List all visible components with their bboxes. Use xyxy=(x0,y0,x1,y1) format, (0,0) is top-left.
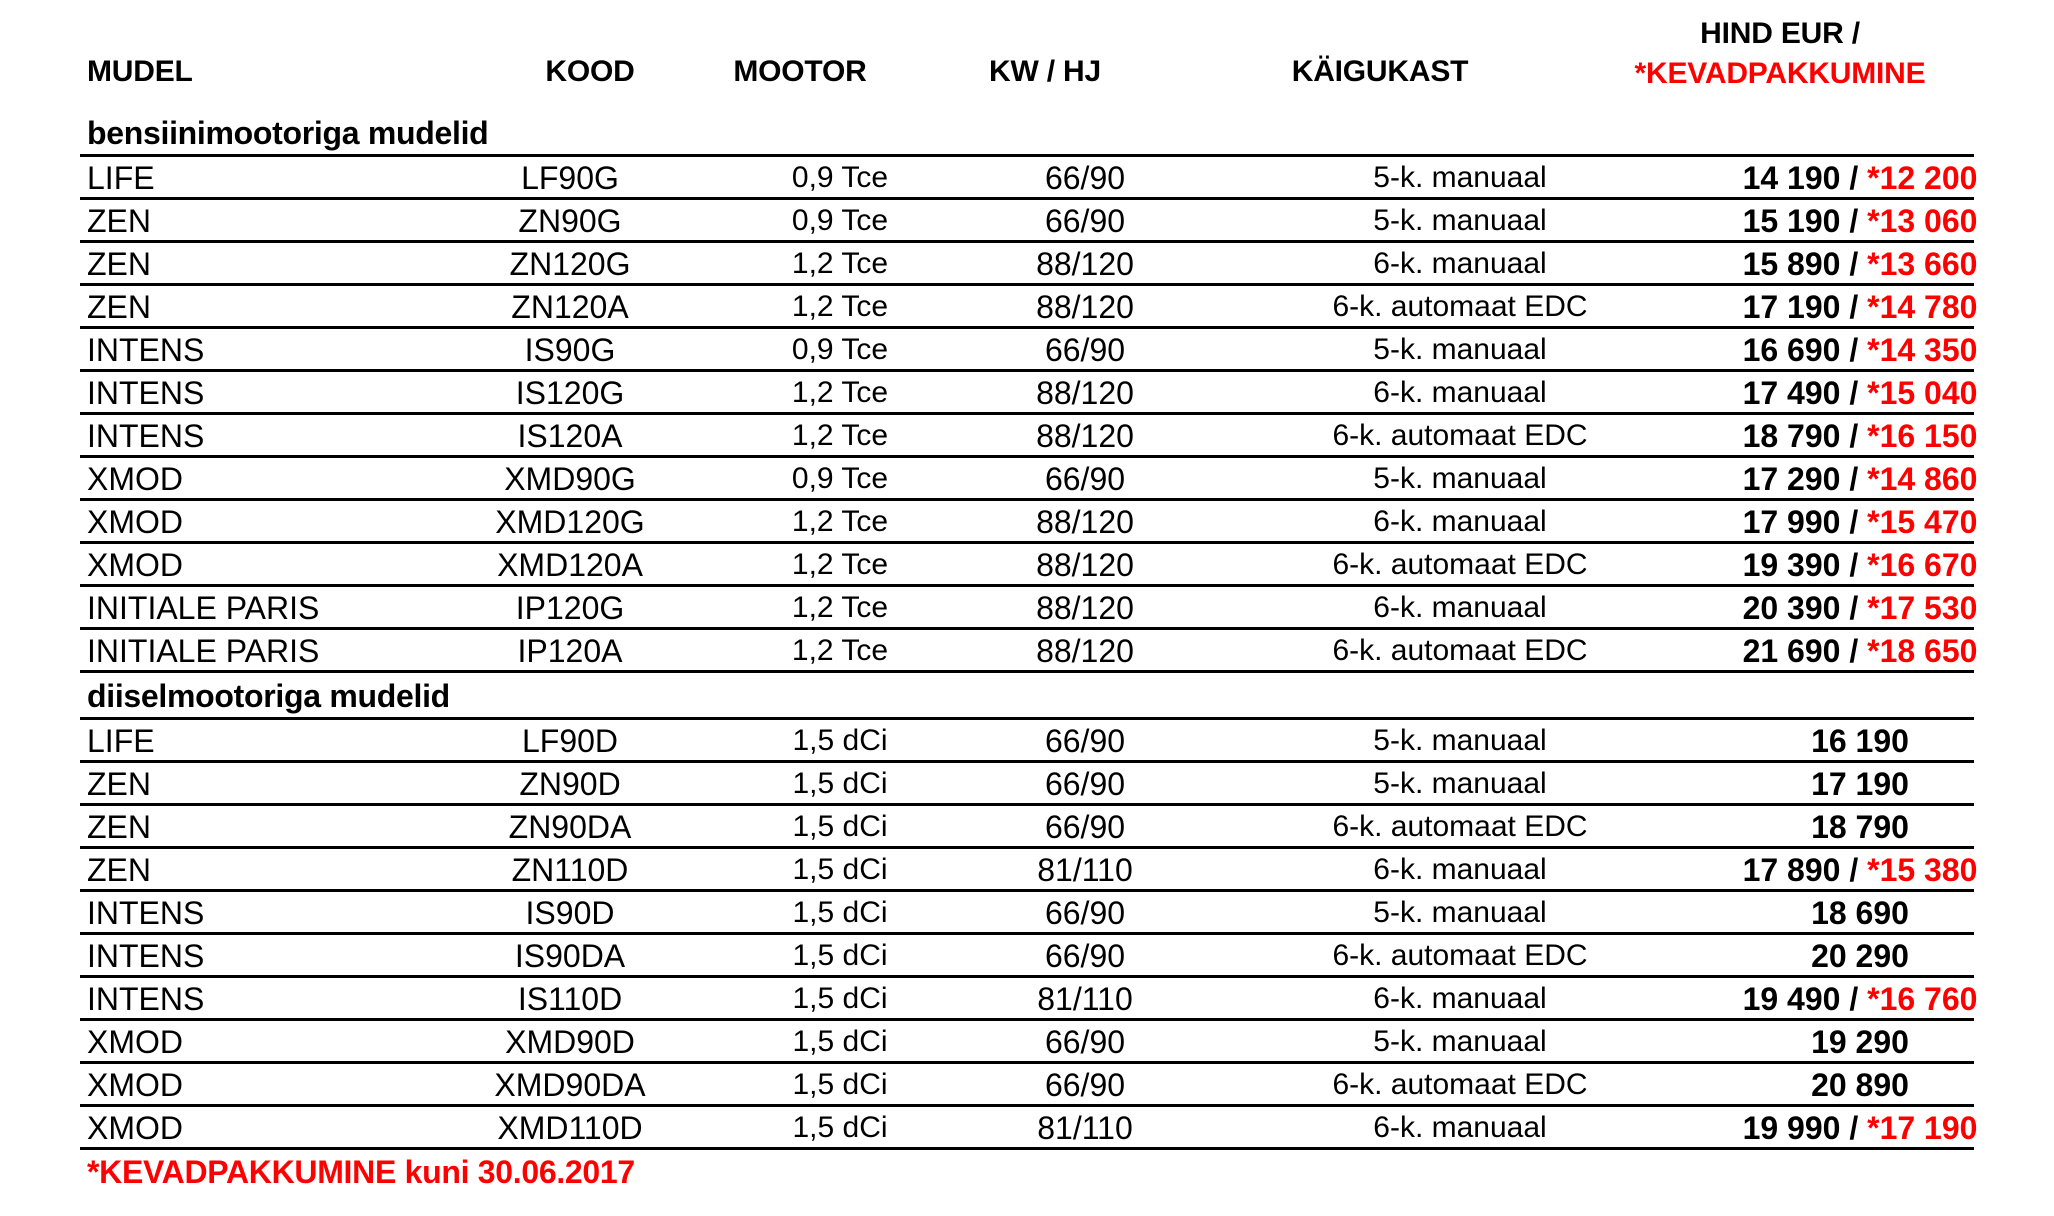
cell-hind xyxy=(1580,329,2054,371)
cell-mudel: INTENS xyxy=(87,332,205,368)
cell-kood: ZN110D xyxy=(511,852,629,888)
cell-mudel: INTENS xyxy=(87,981,205,1017)
price-separator: / xyxy=(1840,504,1868,540)
price-separator: / xyxy=(1840,375,1868,411)
price-value: 16 190 xyxy=(1811,723,1909,759)
table-row xyxy=(80,849,1978,892)
table-row xyxy=(80,630,1978,673)
offer-price-value: *13 660 xyxy=(1867,246,1978,282)
table-row xyxy=(80,978,1978,1021)
offer-price-value: *12 200 xyxy=(1867,160,1978,196)
table-row xyxy=(80,720,1974,763)
cell-hind xyxy=(1580,200,2054,242)
cell-kaigukast: 5-k. manuaal xyxy=(1373,896,1547,929)
cell-kaigukast: 6-k. manuaal xyxy=(1373,982,1547,1015)
cell-kood: XMD120A xyxy=(497,547,643,583)
cell-kaigukast: 6-k. automaat EDC xyxy=(1332,548,1588,581)
cell-mootor: 1,2 Tce xyxy=(791,505,889,538)
cell-mudel: INITIALE PARIS xyxy=(87,633,320,669)
cell-mudel: XMOD xyxy=(87,1024,183,1060)
price-value: 16 690 xyxy=(1742,332,1841,368)
cell-kw-hj: 66/90 xyxy=(1044,160,1126,196)
price-separator: / xyxy=(1840,461,1868,497)
offer-price-value: *16 760 xyxy=(1867,981,1978,1017)
cell-kw-hj: 66/90 xyxy=(1044,766,1126,802)
cell-kood: IP120A xyxy=(517,633,623,669)
price-value: 17 190 xyxy=(1742,289,1841,325)
cell-mudel: ZEN xyxy=(87,852,151,888)
cell-mudel: ZEN xyxy=(87,203,151,239)
table-row xyxy=(80,892,1974,935)
cell-kaigukast: 5-k. manuaal xyxy=(1373,1025,1547,1058)
cell-mudel: INTENS xyxy=(87,418,205,454)
price-value: 21 690 xyxy=(1742,633,1841,669)
price-separator: / xyxy=(1840,160,1868,196)
cell-kw-hj: 66/90 xyxy=(1044,938,1126,974)
header-kaigukast: KÄIGUKAST xyxy=(1291,55,1469,88)
cell-hind xyxy=(1580,630,2054,672)
table-row xyxy=(80,200,1978,243)
cell-mudel: INTENS xyxy=(87,375,205,411)
offer-price-value: *16 670 xyxy=(1867,547,1978,583)
cell-kw-hj: 66/90 xyxy=(1044,723,1126,759)
cell-hind xyxy=(1580,806,2054,848)
table-row xyxy=(80,1107,1978,1150)
table-row xyxy=(80,1064,1974,1107)
cell-mootor: 0,9 Tce xyxy=(791,204,889,237)
cell-mudel: XMOD xyxy=(87,547,183,583)
cell-kaigukast: 6-k. manuaal xyxy=(1373,505,1547,538)
price-value: 20 890 xyxy=(1811,1067,1909,1103)
cell-hind xyxy=(1580,1064,2054,1106)
offer-price-value: *17 530 xyxy=(1867,590,1978,626)
cell-hind xyxy=(1580,587,2054,629)
cell-mootor: 1,5 dCi xyxy=(792,982,888,1015)
cell-mudel: LIFE xyxy=(87,723,155,759)
offer-price-value: *18 650 xyxy=(1867,633,1978,669)
cell-hind xyxy=(1580,458,2054,500)
price-value: 19 990 xyxy=(1742,1110,1841,1146)
cell-kood: IS110D xyxy=(517,981,623,1017)
price-value: 18 790 xyxy=(1811,809,1909,845)
cell-kood: IS120A xyxy=(517,418,623,454)
price-value: 17 890 xyxy=(1742,852,1841,888)
cell-kaigukast: 6-k. automaat EDC xyxy=(1332,939,1588,972)
price-separator: / xyxy=(1840,203,1868,239)
cell-mootor: 1,5 dCi xyxy=(792,896,888,929)
table-row xyxy=(80,587,1978,630)
cell-kw-hj: 88/120 xyxy=(1036,633,1134,669)
price-value: 19 390 xyxy=(1742,547,1841,583)
cell-kw-hj: 88/120 xyxy=(1036,504,1134,540)
price-separator: / xyxy=(1840,246,1868,282)
cell-kw-hj: 81/110 xyxy=(1037,981,1133,1017)
cell-hind xyxy=(1580,892,2054,934)
price-table xyxy=(80,110,1978,1194)
cell-kood: XMD90DA xyxy=(494,1067,646,1103)
cell-mudel: ZEN xyxy=(87,246,151,282)
price-separator: / xyxy=(1840,590,1868,626)
cell-kw-hj: 66/90 xyxy=(1044,332,1126,368)
cell-mootor: 1,5 dCi xyxy=(792,810,888,843)
price-separator: / xyxy=(1840,633,1868,669)
price-separator: / xyxy=(1840,1110,1868,1146)
price-value: 17 290 xyxy=(1742,461,1841,497)
cell-mootor: 1,5 dCi xyxy=(792,1068,888,1101)
cell-kood: LF90G xyxy=(521,160,619,196)
cell-hind xyxy=(1580,1021,2054,1063)
price-separator: / xyxy=(1840,418,1868,454)
table-row xyxy=(80,1021,1974,1064)
table-row xyxy=(80,806,1974,849)
cell-kw-hj: 66/90 xyxy=(1044,895,1126,931)
header-hind-line1: HIND EUR / xyxy=(1700,17,1860,50)
table-row xyxy=(80,415,1978,458)
price-value: 17 490 xyxy=(1742,375,1841,411)
cell-kood: XMD110D xyxy=(497,1110,643,1146)
cell-mootor: 1,2 Tce xyxy=(791,290,889,323)
section-title: diiselmootoriga mudelid xyxy=(80,673,1974,720)
cell-hind xyxy=(1580,372,2054,414)
price-value: 15 190 xyxy=(1742,203,1841,239)
cell-kood: ZN90DA xyxy=(508,809,632,845)
cell-kaigukast: 5-k. manuaal xyxy=(1373,462,1547,495)
cell-mudel: XMOD xyxy=(87,504,183,540)
cell-mudel: INITIALE PARIS xyxy=(87,590,320,626)
header-kood: KOOD xyxy=(545,55,635,88)
cell-kaigukast: 6-k. automaat EDC xyxy=(1332,290,1588,323)
cell-kw-hj: 66/90 xyxy=(1044,1067,1126,1103)
cell-kw-hj: 81/110 xyxy=(1037,1110,1133,1146)
table-row xyxy=(80,286,1978,329)
cell-kw-hj: 88/120 xyxy=(1036,547,1134,583)
price-separator: / xyxy=(1840,332,1868,368)
cell-kood: ZN120G xyxy=(509,246,631,282)
cell-kood: XMD90G xyxy=(504,461,636,497)
cell-kaigukast: 6-k. manuaal xyxy=(1373,853,1547,886)
cell-hind xyxy=(1580,935,2054,977)
cell-kood: ZN90G xyxy=(518,203,622,239)
cell-mudel: ZEN xyxy=(87,809,151,845)
cell-kaigukast: 6-k. automaat EDC xyxy=(1332,634,1588,667)
cell-kw-hj: 88/120 xyxy=(1036,375,1134,411)
cell-mudel: INTENS xyxy=(87,895,205,931)
cell-mootor: 1,2 Tce xyxy=(791,376,889,409)
offer-price-value: *16 150 xyxy=(1867,418,1978,454)
cell-mudel: XMOD xyxy=(87,1067,183,1103)
cell-kw-hj: 81/110 xyxy=(1037,852,1133,888)
footnote: *KEVADPAKKUMINE kuni 30.06.2017 xyxy=(87,1154,635,1190)
header-hind xyxy=(1580,14,1980,94)
offer-price-value: *14 780 xyxy=(1867,289,1978,325)
price-separator: / xyxy=(1840,852,1868,888)
cell-kw-hj: 66/90 xyxy=(1044,809,1126,845)
cell-kood: ZN120A xyxy=(511,289,629,325)
price-value: 19 490 xyxy=(1742,981,1841,1017)
cell-mootor: 0,9 Tce xyxy=(791,333,889,366)
table-row xyxy=(80,763,1974,806)
cell-kw-hj: 66/90 xyxy=(1044,203,1126,239)
price-value: 18 690 xyxy=(1811,895,1909,931)
cell-kood: XMD90D xyxy=(505,1024,635,1060)
cell-kood: IP120G xyxy=(515,590,625,626)
header-mudel: MUDEL xyxy=(87,55,193,88)
header-hind-line2: *KEVADPAKKUMINE xyxy=(1634,57,1926,90)
cell-hind xyxy=(1580,286,2054,328)
cell-mootor: 1,2 Tce xyxy=(791,634,889,667)
cell-mootor: 1,5 dCi xyxy=(792,1025,888,1058)
cell-kaigukast: 6-k. manuaal xyxy=(1373,591,1547,624)
cell-kaigukast: 5-k. manuaal xyxy=(1373,161,1547,194)
cell-kaigukast: 5-k. manuaal xyxy=(1373,724,1547,757)
cell-mudel: XMOD xyxy=(87,1110,183,1146)
price-separator: / xyxy=(1840,981,1868,1017)
table-row xyxy=(80,458,1978,501)
table-row xyxy=(80,544,1978,587)
price-value: 17 990 xyxy=(1742,504,1841,540)
table-row xyxy=(80,372,1978,415)
cell-hind xyxy=(1580,243,2054,285)
cell-kw-hj: 66/90 xyxy=(1044,1024,1126,1060)
cell-kw-hj: 66/90 xyxy=(1044,461,1126,497)
cell-hind xyxy=(1580,978,2054,1020)
header-mootor: MOOTOR xyxy=(733,55,867,88)
cell-kw-hj: 88/120 xyxy=(1036,289,1134,325)
cell-mudel: INTENS xyxy=(87,938,205,974)
cell-kaigukast: 5-k. manuaal xyxy=(1373,333,1547,366)
cell-kood: IS120G xyxy=(515,375,625,411)
offer-price-value: *14 860 xyxy=(1867,461,1978,497)
cell-kaigukast: 5-k. manuaal xyxy=(1373,767,1547,800)
cell-mootor: 1,2 Tce xyxy=(791,591,889,624)
cell-kood: LF90D xyxy=(521,723,619,759)
table-header xyxy=(0,0,2054,110)
cell-kw-hj: 88/120 xyxy=(1036,418,1134,454)
price-value: 20 390 xyxy=(1742,590,1841,626)
section-title: bensiinimootoriga mudelid xyxy=(80,110,1974,157)
price-value: 20 290 xyxy=(1811,938,1909,974)
price-value: 17 190 xyxy=(1811,766,1909,802)
cell-hind xyxy=(1580,849,2054,891)
price-separator: / xyxy=(1840,547,1868,583)
cell-mootor: 0,9 Tce xyxy=(791,462,889,495)
cell-kaigukast: 6-k. automaat EDC xyxy=(1332,1068,1588,1101)
table-row xyxy=(80,157,1978,200)
cell-mudel: LIFE xyxy=(87,160,155,196)
table-row xyxy=(80,243,1978,286)
price-value: 18 790 xyxy=(1742,418,1841,454)
cell-hind xyxy=(1580,415,2054,457)
cell-kaigukast: 6-k. automaat EDC xyxy=(1332,419,1588,452)
offer-price-value: *14 350 xyxy=(1867,332,1978,368)
cell-kood: XMD120G xyxy=(495,504,645,540)
offer-price-value: *15 040 xyxy=(1867,375,1978,411)
cell-hind xyxy=(1580,157,2054,199)
header-kw-hj: KW / HJ xyxy=(989,55,1101,88)
cell-kood: IS90G xyxy=(524,332,616,368)
cell-kw-hj: 88/120 xyxy=(1036,590,1134,626)
price-separator: / xyxy=(1840,289,1868,325)
cell-mudel: ZEN xyxy=(87,289,151,325)
cell-mootor: 1,2 Tce xyxy=(791,548,889,581)
cell-mootor: 1,5 dCi xyxy=(792,939,888,972)
cell-hind xyxy=(1580,1107,2054,1149)
cell-mootor: 1,5 dCi xyxy=(792,1111,888,1144)
cell-kw-hj: 88/120 xyxy=(1036,246,1134,282)
cell-hind xyxy=(1580,501,2054,543)
cell-mootor: 1,5 dCi xyxy=(792,767,888,800)
cell-kaigukast: 6-k. manuaal xyxy=(1373,1111,1547,1144)
price-value: 15 890 xyxy=(1742,246,1841,282)
cell-mudel: ZEN xyxy=(87,766,151,802)
cell-mootor: 1,2 Tce xyxy=(791,247,889,280)
cell-kaigukast: 6-k. manuaal xyxy=(1373,376,1547,409)
cell-kood: IS90DA xyxy=(514,938,626,974)
cell-hind xyxy=(1580,544,2054,586)
offer-price-value: *13 060 xyxy=(1867,203,1978,239)
offer-price-value: *17 190 xyxy=(1867,1110,1978,1146)
cell-hind xyxy=(1580,720,2054,762)
price-value: 19 290 xyxy=(1811,1024,1909,1060)
cell-kood: ZN90D xyxy=(519,766,621,802)
cell-mootor: 0,9 Tce xyxy=(791,161,889,194)
cell-kaigukast: 6-k. manuaal xyxy=(1373,247,1547,280)
cell-kaigukast: 6-k. automaat EDC xyxy=(1332,810,1588,843)
cell-mootor: 1,5 dCi xyxy=(792,853,888,886)
cell-mudel: XMOD xyxy=(87,461,183,497)
table-row xyxy=(80,501,1978,544)
table-row xyxy=(80,329,1978,372)
offer-price-value: *15 380 xyxy=(1867,852,1978,888)
cell-mootor: 1,2 Tce xyxy=(791,419,889,452)
cell-kood: IS90D xyxy=(525,895,615,931)
price-value: 14 190 xyxy=(1742,160,1841,196)
offer-price-value: *15 470 xyxy=(1867,504,1978,540)
cell-kaigukast: 5-k. manuaal xyxy=(1373,204,1547,237)
cell-mootor: 1,5 dCi xyxy=(792,724,888,757)
cell-hind xyxy=(1580,763,2054,805)
table-row xyxy=(80,935,1974,978)
